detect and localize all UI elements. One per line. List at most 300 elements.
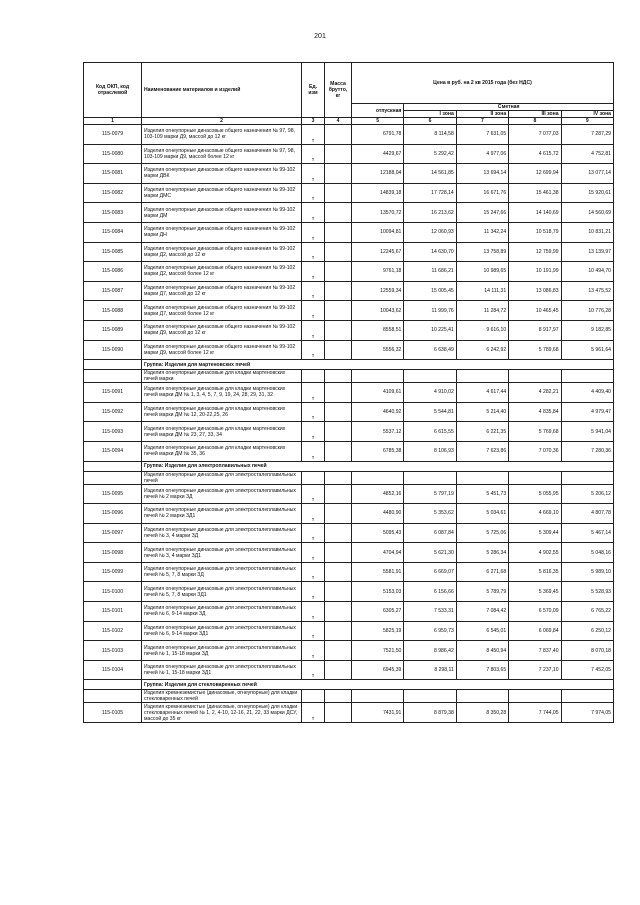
row-price: 6 242,92 [456, 340, 508, 360]
row-unit: т [302, 222, 325, 242]
header-zone-1: I зона [404, 111, 456, 118]
row-name: Изделия огнеупорные динасовые общего назначения № 97, 98, 103-109 марки Д9, массой до 12 кг [142, 125, 302, 145]
table-row [84, 242, 614, 262]
row-code: 115-0094 [84, 441, 142, 461]
row-code: 115-0092 [84, 402, 142, 422]
row-price: 8 298,11 [404, 660, 456, 680]
table-row [84, 543, 614, 563]
row-code: 115-0105 [84, 703, 142, 723]
row-price: 6 087,84 [404, 523, 456, 543]
row-name: Изделия огнеупорные динасовые общего назначения № 99-102 марки ДВК [142, 164, 302, 184]
row-price: 7 452,05 [561, 660, 613, 680]
row-price: 7 084,42 [456, 602, 508, 622]
row-name: Изделия огнеупорные динасовые для кладки мартеновских печей марки ДМ № 35, 36 [142, 441, 302, 461]
row-price: 4 409,40 [561, 383, 613, 403]
row-code: 115-0101 [84, 602, 142, 622]
row-price: 5 369,45 [509, 582, 561, 602]
row-price: 4429,67 [352, 144, 404, 164]
row-unit: т [302, 144, 325, 164]
row-price: 4704,94 [352, 543, 404, 563]
row-name: Изделия огнеупорные динасовые общего назначения № 99-102 марки Д7, массой более 12 кг [142, 301, 302, 321]
table-row [84, 320, 614, 340]
row-name: Изделия огнеупорные динасовые для электросталеплавильных печей № 3, 4 марки ЗД1 [142, 543, 302, 563]
row-price: 7 237,10 [509, 660, 561, 680]
row-price: 4 615,72 [509, 144, 561, 164]
table-row [84, 660, 614, 680]
row-price: 5 789,79 [456, 582, 508, 602]
row-price: 6 959,73 [404, 621, 456, 641]
row-price: 15 005,45 [404, 281, 456, 301]
table-row [84, 422, 614, 442]
table-row [84, 602, 614, 622]
row-price [352, 690, 404, 703]
table-row [84, 222, 614, 242]
row-name: Изделия огнеупорные динасовые для электросталеплавильных печей № 2 марки ЗД [142, 484, 302, 504]
row-price: 14 140,69 [509, 203, 561, 223]
row-price: 7 744,05 [509, 703, 561, 723]
table-row [84, 690, 614, 703]
row-price: 8 879,38 [404, 703, 456, 723]
row-name: Изделия огнеупорные динасовые для электросталеплавильных печей № 5, 7, 8 марки ЗД [142, 562, 302, 582]
price-table [83, 62, 614, 723]
row-name: Изделия огнеупорные динасовые для кладки мартеновских печей марки ДМ № 1, 3, 4, 5, 7, 9, 19, 24, 28, 29, 31, 32 [142, 383, 302, 403]
row-price: 6 271,68 [456, 562, 508, 582]
row-price: 6 638,49 [404, 340, 456, 360]
row-price: 5825,19 [352, 621, 404, 641]
row-unit: т [302, 621, 325, 641]
row-unit: т [302, 383, 325, 403]
row-price: 11 999,76 [404, 301, 456, 321]
row-mass [325, 301, 352, 321]
row-unit: т [302, 402, 325, 422]
row-mass [325, 641, 352, 661]
row-unit [302, 471, 325, 484]
row-mass [325, 582, 352, 602]
row-name: Изделия огнеупорные динасовые общего назначения № 99-102 марки Д7, массой до 12 кг [142, 281, 302, 301]
col-number: 1 [84, 118, 142, 125]
row-unit: т [302, 340, 325, 360]
row-price: 10 776,28 [561, 301, 613, 321]
row-price [509, 690, 561, 703]
row-price [404, 370, 456, 383]
row-price: 10 191,99 [509, 262, 561, 282]
row-price: 13 086,83 [509, 281, 561, 301]
row-unit: т [302, 441, 325, 461]
row-mass [325, 370, 352, 383]
group-title: Группа: Изделия для мартеновских печей [142, 360, 614, 370]
row-price: 5 544,81 [404, 402, 456, 422]
row-code [84, 471, 142, 484]
row-code: 115-0100 [84, 582, 142, 602]
row-price: 5 353,62 [404, 504, 456, 524]
row-unit: т [302, 504, 325, 524]
row-price: 4 902,55 [509, 543, 561, 563]
row-price: 7 837,40 [509, 641, 561, 661]
row-price: 6791,78 [352, 125, 404, 145]
row-price: 6 156,66 [404, 582, 456, 602]
row-mass [325, 402, 352, 422]
row-name: Изделия огнеупорные динасовые общего назначения № 99-102 марки Д2, массой до 12 кг [142, 242, 302, 262]
row-price [404, 690, 456, 703]
table-row [84, 340, 614, 360]
row-price: 6 669,07 [404, 562, 456, 582]
row-price: 4 752,81 [561, 144, 613, 164]
row-code: 115-0103 [84, 641, 142, 661]
row-code: 115-0090 [84, 340, 142, 360]
row-unit: т [302, 543, 325, 563]
row-name: Изделия огнеупорные динасовые общего назначения № 99-102 марки Д9, массой более 12 кг [142, 340, 302, 360]
row-mass [325, 164, 352, 184]
row-price: 5 055,95 [509, 484, 561, 504]
row-price: 13 077,14 [561, 164, 613, 184]
row-mass [325, 703, 352, 723]
row-code: 115-0104 [84, 660, 142, 680]
row-mass [325, 690, 352, 703]
row-code: 115-0082 [84, 183, 142, 203]
row-code: 115-0081 [84, 164, 142, 184]
col-number: 2 [142, 118, 302, 125]
row-price: 7 631,05 [456, 125, 508, 145]
row-mass [325, 504, 352, 524]
col-number: 9 [561, 118, 613, 125]
group-row [84, 680, 614, 690]
row-price: 5556,32 [352, 340, 404, 360]
row-unit: т [302, 602, 325, 622]
row-mass [325, 562, 352, 582]
row-price: 6 069,84 [509, 621, 561, 641]
row-unit: т [302, 422, 325, 442]
table-row [84, 281, 614, 301]
row-mass [325, 471, 352, 484]
header-estimate: Сметная [404, 104, 614, 111]
row-unit: т [302, 582, 325, 602]
table-row [84, 262, 614, 282]
row-unit: т [302, 242, 325, 262]
row-unit: т [302, 484, 325, 504]
row-price: 5 725,06 [456, 523, 508, 543]
row-price: 6305,27 [352, 602, 404, 622]
table-row [84, 144, 614, 164]
row-price: 5 769,68 [509, 422, 561, 442]
row-price: 8 114,58 [404, 125, 456, 145]
row-name: Изделия огнеупорные динасовые для электросталеплавильных печей № 6, 9-14 марки ЗД1 [142, 621, 302, 641]
row-price: 5 286,34 [456, 543, 508, 563]
row-name: Изделия огнеупорные динасовые для кладки мартеновских печей марки [142, 370, 302, 383]
row-mass [325, 602, 352, 622]
row-price: 6 765,22 [561, 602, 613, 622]
row-code: 115-0086 [84, 262, 142, 282]
row-price: 4 669,10 [509, 504, 561, 524]
row-price: 17 728,14 [404, 183, 456, 203]
group-row [84, 360, 614, 370]
row-unit [302, 690, 325, 703]
row-price: 6785,38 [352, 441, 404, 461]
row-price: 10 465,45 [509, 301, 561, 321]
row-unit: т [302, 523, 325, 543]
row-price: 15 461,38 [509, 183, 561, 203]
row-unit: т [302, 703, 325, 723]
row-code: 115-0098 [84, 543, 142, 563]
row-price: 4 835,84 [509, 402, 561, 422]
row-unit [302, 370, 325, 383]
row-mass [325, 660, 352, 680]
row-price: 12 699,94 [509, 164, 561, 184]
row-price [561, 690, 613, 703]
row-code: 115-0091 [84, 383, 142, 403]
table-row [84, 703, 614, 723]
row-mass [325, 523, 352, 543]
row-code [84, 370, 142, 383]
row-code: 115-0084 [84, 222, 142, 242]
col-number: 8 [509, 118, 561, 125]
row-code: 115-0085 [84, 242, 142, 262]
row-price [456, 471, 508, 484]
row-price: 5 989,10 [561, 562, 613, 582]
row-price: 10094,81 [352, 222, 404, 242]
row-code: 115-0079 [84, 125, 142, 145]
row-name: Изделия кремнеземистые (динасовые, огнеупорные) для кладки стекловаренных печей № 1, 2, 4-10, 12-16, 21, 22, 33 марки ДСУ, массой до 35 кг [142, 703, 302, 723]
row-price: 4 807,78 [561, 504, 613, 524]
row-price: 15 247,66 [456, 203, 508, 223]
row-price: 14 111,31 [456, 281, 508, 301]
table-row [84, 164, 614, 184]
row-price: 7 287,29 [561, 125, 613, 145]
row-code: 115-0093 [84, 422, 142, 442]
header-zone-4: IV зона [561, 111, 613, 118]
row-price: 12188,04 [352, 164, 404, 184]
row-price: 13 694,14 [456, 164, 508, 184]
row-price: 11 686,21 [404, 262, 456, 282]
row-unit: т [302, 164, 325, 184]
row-price: 5 816,35 [509, 562, 561, 582]
row-price: 7 803,65 [456, 660, 508, 680]
row-price: 7 077,03 [509, 125, 561, 145]
row-price: 11 342,24 [456, 222, 508, 242]
table-row [84, 301, 614, 321]
row-name: Изделия огнеупорные динасовые общего назначения № 99-102 марки Д9, массой до 12 кг [142, 320, 302, 340]
row-price: 9 616,10 [456, 320, 508, 340]
row-price: 5 941,04 [561, 422, 613, 442]
row-mass [325, 340, 352, 360]
row-name: Изделия огнеупорные динасовые для электросталеплавильных печей № 5, 7, 8 марки ЗД1 [142, 582, 302, 602]
header-zone-3: III зона [509, 111, 561, 118]
row-mass [325, 262, 352, 282]
row-mass [325, 281, 352, 301]
header-price-title: Цена в руб. на 2 кв 2015 года (без НДС) [352, 63, 614, 104]
row-price: 5 621,30 [404, 543, 456, 563]
row-price: 4109,61 [352, 383, 404, 403]
row-name: Изделия огнеупорные динасовые для электросталеплавильных печей № 1, 15-18 марки ЗД [142, 641, 302, 661]
row-price: 7 623,86 [456, 441, 508, 461]
row-mass [325, 621, 352, 641]
row-price: 4 617,44 [456, 383, 508, 403]
row-code: 115-0083 [84, 203, 142, 223]
row-mass [325, 543, 352, 563]
row-price: 7431,91 [352, 703, 404, 723]
row-code: 115-0080 [84, 144, 142, 164]
row-price: 16 213,62 [404, 203, 456, 223]
row-price [509, 370, 561, 383]
row-unit: т [302, 262, 325, 282]
row-price: 5 789,68 [509, 340, 561, 360]
row-price: 13570,72 [352, 203, 404, 223]
row-name: Изделия огнеупорные динасовые для электросталеплавильных печей [142, 471, 302, 484]
row-price: 6 570,09 [509, 602, 561, 622]
row-unit: т [302, 125, 325, 145]
row-name: Изделия огнеупорные динасовые для электросталеплавильных печей № 3, 4 марки ЗД [142, 523, 302, 543]
row-price: 5 034,61 [456, 504, 508, 524]
row-price: 13 475,52 [561, 281, 613, 301]
row-name: Изделия огнеупорные динасовые общего назначения № 99-102 марки ДМ [142, 203, 302, 223]
header-unit: Ед. изм [302, 63, 325, 118]
row-price: 14839,18 [352, 183, 404, 203]
row-name: Изделия огнеупорные динасовые для кладки мартеновских печей марки ДМ № 23, 27, 33, 34 [142, 422, 302, 442]
row-price: 6945,39 [352, 660, 404, 680]
group-title: Группа: Изделия для стекловаренных печей [142, 680, 614, 690]
row-unit: т [302, 320, 325, 340]
row-mass [325, 383, 352, 403]
row-price: 11 284,72 [456, 301, 508, 321]
row-price: 12 759,99 [509, 242, 561, 262]
row-price: 5153,03 [352, 582, 404, 602]
row-name: Изделия огнеупорные динасовые для электросталеплавильных печей № 1, 15-18 марки ЗД1 [142, 660, 302, 680]
table-row [84, 370, 614, 383]
row-price: 4852,16 [352, 484, 404, 504]
table-row [84, 441, 614, 461]
row-code: 115-0089 [84, 320, 142, 340]
row-name: Изделия огнеупорные динасовые общего назначения № 99-102 марки Д2, массой более 12 кг [142, 262, 302, 282]
row-price: 12 060,93 [404, 222, 456, 242]
row-name: Изделия огнеупорные динасовые для электросталеплавильных печей № 2 марки ЗД1 [142, 504, 302, 524]
row-price: 6 545,01 [456, 621, 508, 641]
row-code: 115-0095 [84, 484, 142, 504]
row-price [352, 471, 404, 484]
row-price: 10 831,21 [561, 222, 613, 242]
row-price: 9761,18 [352, 262, 404, 282]
row-price: 14 561,85 [404, 164, 456, 184]
row-price: 8 106,93 [404, 441, 456, 461]
row-price: 10 225,41 [404, 320, 456, 340]
table-row [84, 504, 614, 524]
row-price: 5 451,73 [456, 484, 508, 504]
row-price: 5 961,64 [561, 340, 613, 360]
row-unit: т [302, 301, 325, 321]
row-price [561, 370, 613, 383]
row-price: 9 182,85 [561, 320, 613, 340]
row-price: 5 292,42 [404, 144, 456, 164]
row-name: Изделия огнеупорные динасовые общего назначения № 97, 98, 103-109 марки Д9, массой более 12 кг [142, 144, 302, 164]
row-price: 5 206,12 [561, 484, 613, 504]
row-price [561, 471, 613, 484]
header-mass: Масса брутто, кг [325, 63, 352, 118]
row-price: 5 467,14 [561, 523, 613, 543]
row-mass [325, 183, 352, 203]
row-name: Изделия огнеупорные динасовые для электросталеплавильных печей № 6, 9-14 марки ЗД [142, 602, 302, 622]
page-number: 201 [314, 33, 326, 40]
row-price: 13 758,89 [456, 242, 508, 262]
row-unit: т [302, 660, 325, 680]
row-price: 4640,92 [352, 402, 404, 422]
row-unit: т [302, 281, 325, 301]
row-price: 13 139,97 [561, 242, 613, 262]
row-price: 12559,34 [352, 281, 404, 301]
row-price: 7521,50 [352, 641, 404, 661]
col-number: 3 [302, 118, 325, 125]
header-release: отпускная [352, 104, 404, 118]
header-code: Код ОКП, код отраслевой [84, 63, 142, 118]
row-price: 5581,91 [352, 562, 404, 582]
row-price: 5 048,16 [561, 543, 613, 563]
row-price: 16 671,76 [456, 183, 508, 203]
group-code-cell [84, 680, 142, 690]
row-price: 8 350,28 [456, 703, 508, 723]
row-code: 115-0087 [84, 281, 142, 301]
row-unit: т [302, 641, 325, 661]
row-price: 10 989,65 [456, 262, 508, 282]
row-mass [325, 125, 352, 145]
row-name: Изделия огнеупорные динасовые общего назначения № 99-102 марки ДН [142, 222, 302, 242]
table-row [84, 621, 614, 641]
row-price: 5 797,19 [404, 484, 456, 504]
group-code-cell [84, 461, 142, 471]
row-price [509, 471, 561, 484]
row-unit: т [302, 183, 325, 203]
row-price: 7 974,05 [561, 703, 613, 723]
row-price: 8 986,42 [404, 641, 456, 661]
table-row [84, 402, 614, 422]
row-price: 14 630,70 [404, 242, 456, 262]
table-body [84, 125, 614, 723]
row-price: 5 309,44 [509, 523, 561, 543]
row-price: 6 615,55 [404, 422, 456, 442]
row-name: Изделия огнеупорные динасовые для кладки мартеновских печей марки ДМ № 12, 20-22,25, 26 [142, 402, 302, 422]
row-price: 10 518,79 [509, 222, 561, 242]
row-mass [325, 144, 352, 164]
row-price: 5537,12 [352, 422, 404, 442]
row-price: 6 250,12 [561, 621, 613, 641]
row-mass [325, 320, 352, 340]
table-row [84, 641, 614, 661]
row-code: 115-0096 [84, 504, 142, 524]
row-price: 7 070,36 [509, 441, 561, 461]
row-mass [325, 484, 352, 504]
row-unit: т [302, 562, 325, 582]
row-code: 115-0099 [84, 562, 142, 582]
row-price: 4480,90 [352, 504, 404, 524]
row-mass [325, 441, 352, 461]
row-price: 7 280,36 [561, 441, 613, 461]
col-number: 4 [325, 118, 352, 125]
row-price [352, 370, 404, 383]
row-price: 10043,62 [352, 301, 404, 321]
row-mass [325, 222, 352, 242]
row-name: Изделия кремнеземистые (динасовые, огнеупорные) для кладки стекловаренных печей [142, 690, 302, 703]
table-row [84, 383, 614, 403]
table-row [84, 183, 614, 203]
row-price: 7 533,31 [404, 602, 456, 622]
table-row [84, 125, 614, 145]
row-price: 12245,67 [352, 242, 404, 262]
group-code-cell [84, 360, 142, 370]
row-price: 4 282,21 [509, 383, 561, 403]
row-mass [325, 242, 352, 262]
row-code: 115-0102 [84, 621, 142, 641]
row-price [456, 370, 508, 383]
row-price: 8 917,97 [509, 320, 561, 340]
row-price: 8 450,94 [456, 641, 508, 661]
table-row [84, 471, 614, 484]
table-row [84, 523, 614, 543]
